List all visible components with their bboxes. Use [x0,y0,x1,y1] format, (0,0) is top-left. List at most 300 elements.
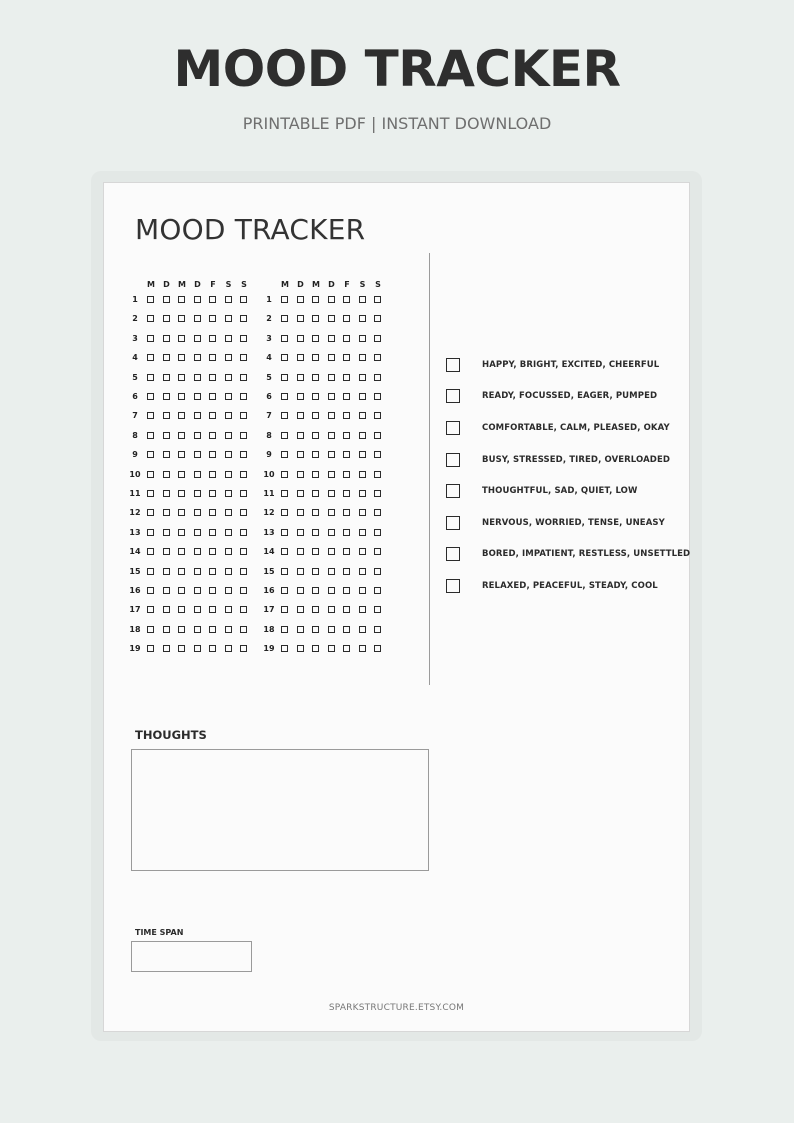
mood-checkbox[interactable] [240,374,247,381]
mood-checkbox[interactable] [297,412,304,419]
row-number: 8 [266,430,272,440]
mood-checkbox[interactable] [147,548,154,555]
mood-checkbox[interactable] [240,509,247,516]
mood-checkbox[interactable] [328,374,335,381]
mood-checkbox[interactable] [240,412,247,419]
day-header: S [375,280,381,289]
mood-checkbox[interactable] [194,315,201,322]
mood-checkbox[interactable] [209,374,216,381]
mood-checkbox[interactable] [209,412,216,419]
mood-checkbox[interactable] [163,626,170,633]
mood-checkbox[interactable] [281,645,288,652]
row-number: 15 [129,566,141,576]
mood-checkbox[interactable] [209,509,216,516]
mood-checkbox[interactable] [312,296,319,303]
mood-checkbox[interactable] [343,471,350,478]
mood-checkbox[interactable] [328,645,335,652]
mood-checkbox[interactable] [281,529,288,536]
mood-checkbox[interactable] [163,490,170,497]
mood-checkbox[interactable] [328,509,335,516]
mood-checkbox[interactable] [297,606,304,613]
mood-checkbox[interactable] [163,374,170,381]
mood-checkbox[interactable] [281,296,288,303]
mood-checkbox[interactable] [178,645,185,652]
mood-checkbox[interactable] [209,626,216,633]
mood-checkbox[interactable] [343,587,350,594]
mood-checkbox[interactable] [178,509,185,516]
mood-checkbox[interactable] [240,490,247,497]
mood-checkbox[interactable] [209,529,216,536]
mood-checkbox[interactable] [374,315,381,322]
mood-checkbox[interactable] [163,315,170,322]
mood-checkbox[interactable] [240,335,247,342]
row-number: 5 [132,372,138,382]
mood-checkbox[interactable] [178,354,185,361]
mood-checkbox[interactable] [178,568,185,575]
mood-checkbox[interactable] [147,645,154,652]
mood-checkbox[interactable] [343,606,350,613]
mood-checkbox[interactable] [359,393,366,400]
mood-checkbox[interactable] [343,529,350,536]
mood-checkbox[interactable] [225,529,232,536]
mood-checkbox[interactable] [297,335,304,342]
mood-checkbox[interactable] [312,645,319,652]
mood-checkbox[interactable] [359,374,366,381]
mood-checkbox[interactable] [281,471,288,478]
mood-checkbox[interactable] [225,354,232,361]
mood-legend-checkbox[interactable] [446,547,460,561]
mood-checkbox[interactable] [312,335,319,342]
mood-checkbox[interactable] [178,548,185,555]
mood-checkbox[interactable] [225,509,232,516]
mood-checkbox[interactable] [359,412,366,419]
mood-checkbox[interactable] [374,490,381,497]
mood-checkbox[interactable] [297,626,304,633]
mood-checkbox[interactable] [328,490,335,497]
mood-checkbox[interactable] [328,471,335,478]
mood-checkbox[interactable] [281,509,288,516]
mood-checkbox[interactable] [297,587,304,594]
mood-checkbox[interactable] [194,471,201,478]
mood-checkbox[interactable] [343,374,350,381]
mood-checkbox[interactable] [312,315,319,322]
mood-checkbox[interactable] [163,606,170,613]
mood-checkbox[interactable] [343,568,350,575]
mood-checkbox[interactable] [281,335,288,342]
row-number: 18 [129,624,141,634]
footer-url: SPARKSTRUCTURE.ETSY.COM [328,1003,465,1013]
mood-checkbox[interactable] [194,412,201,419]
mood-checkbox[interactable] [147,335,154,342]
mood-checkbox[interactable] [281,606,288,613]
mood-checkbox[interactable] [147,354,154,361]
mood-checkbox[interactable] [194,451,201,458]
mood-checkbox[interactable] [297,296,304,303]
mood-checkbox[interactable] [240,451,247,458]
mood-checkbox[interactable] [194,587,201,594]
thoughts-field[interactable] [131,749,429,871]
mood-checkbox[interactable] [281,315,288,322]
mood-checkbox[interactable] [312,451,319,458]
mood-checkbox[interactable] [209,471,216,478]
mood-checkbox[interactable] [225,335,232,342]
mood-checkbox[interactable] [194,296,201,303]
day-header: M [178,280,186,289]
mood-checkbox[interactable] [343,335,350,342]
mood-checkbox[interactable] [209,606,216,613]
mood-checkbox[interactable] [178,432,185,439]
mood-checkbox[interactable] [312,374,319,381]
mood-checkbox[interactable] [359,626,366,633]
mood-checkbox[interactable] [240,471,247,478]
mood-checkbox[interactable] [209,315,216,322]
mood-checkbox[interactable] [209,393,216,400]
mood-checkbox[interactable] [240,529,247,536]
mood-legend-checkbox[interactable] [446,421,460,435]
mood-checkbox[interactable] [194,432,201,439]
row-number: 18 [263,624,275,634]
mood-checkbox[interactable] [374,393,381,400]
mood-checkbox[interactable] [240,606,247,613]
mood-checkbox[interactable] [328,529,335,536]
mood-checkbox[interactable] [194,393,201,400]
mood-checkbox[interactable] [359,432,366,439]
mood-checkbox[interactable] [281,490,288,497]
mood-checkbox[interactable] [209,645,216,652]
mood-checkbox[interactable] [312,568,319,575]
mood-checkbox[interactable] [359,509,366,516]
mood-checkbox[interactable] [374,412,381,419]
mood-checkbox[interactable] [312,509,319,516]
mood-checkbox[interactable] [328,354,335,361]
time-span-field[interactable] [131,941,252,972]
mood-checkbox[interactable] [297,645,304,652]
mood-checkbox[interactable] [359,606,366,613]
mood-checkbox[interactable] [343,451,350,458]
row-number: 6 [132,392,138,401]
mood-checkbox[interactable] [328,432,335,439]
mood-checkbox[interactable] [281,354,288,361]
mood-checkbox[interactable] [359,471,366,478]
mood-checkbox[interactable] [374,626,381,633]
mood-checkbox[interactable] [374,509,381,516]
mood-checkbox[interactable] [194,548,201,555]
mood-checkbox[interactable] [328,587,335,594]
mood-checkbox[interactable] [225,548,232,555]
mood-checkbox[interactable] [178,412,185,419]
mood-checkbox[interactable] [374,568,381,575]
row-number: 4 [266,353,272,363]
mood-checkbox[interactable] [209,568,216,575]
mood-checkbox[interactable] [178,626,185,633]
mood-checkbox[interactable] [374,296,381,303]
mood-checkbox[interactable] [297,374,304,381]
mood-checkbox[interactable] [374,606,381,613]
mood-checkbox[interactable] [328,548,335,555]
mood-checkbox[interactable] [240,432,247,439]
mood-checkbox[interactable] [163,432,170,439]
mood-legend-label: BORED, IMPATIENT, RESTLESS, UNSETTLED [482,549,691,559]
mood-checkbox[interactable] [343,509,350,516]
mood-checkbox[interactable] [240,315,247,322]
mood-checkbox[interactable] [240,568,247,575]
mood-checkbox[interactable] [225,626,232,633]
mood-checkbox[interactable] [178,335,185,342]
mood-checkbox[interactable] [209,296,216,303]
mood-checkbox[interactable] [374,471,381,478]
mood-checkbox[interactable] [209,354,216,361]
mood-checkbox[interactable] [374,529,381,536]
mood-checkbox[interactable] [178,296,185,303]
row-number: 3 [132,333,138,343]
mood-checkbox[interactable] [225,568,232,575]
mood-checkbox[interactable] [374,451,381,458]
mood-checkbox[interactable] [163,451,170,458]
mood-checkbox[interactable] [374,374,381,381]
mood-checkbox[interactable] [225,432,232,439]
mood-checkbox[interactable] [147,509,154,516]
mood-checkbox[interactable] [209,335,216,342]
mood-checkbox[interactable] [328,296,335,303]
mood-legend-checkbox[interactable] [446,389,460,403]
mood-checkbox[interactable] [312,412,319,419]
mood-checkbox[interactable] [312,432,319,439]
mood-checkbox[interactable] [297,471,304,478]
mood-checkbox[interactable] [359,529,366,536]
mood-checkbox[interactable] [163,568,170,575]
mood-checkbox[interactable] [281,451,288,458]
mood-checkbox[interactable] [163,587,170,594]
mood-checkbox[interactable] [240,645,247,652]
mood-checkbox[interactable] [343,626,350,633]
mood-checkbox[interactable] [178,529,185,536]
mood-checkbox[interactable] [281,548,288,555]
mood-checkbox[interactable] [343,432,350,439]
mood-checkbox[interactable] [281,374,288,381]
mood-checkbox[interactable] [359,315,366,322]
mood-checkbox[interactable] [147,432,154,439]
mood-checkbox[interactable] [240,548,247,555]
mood-checkbox[interactable] [225,587,232,594]
mood-checkbox[interactable] [312,529,319,536]
mood-checkbox[interactable] [240,296,247,303]
mood-checkbox[interactable] [194,626,201,633]
mood-checkbox[interactable] [343,645,350,652]
mood-legend-checkbox[interactable] [446,453,460,467]
mood-checkbox[interactable] [312,393,319,400]
mood-checkbox[interactable] [178,393,185,400]
mood-checkbox[interactable] [328,451,335,458]
mood-checkbox[interactable] [163,509,170,516]
mood-checkbox[interactable] [312,490,319,497]
mood-checkbox[interactable] [147,451,154,458]
mood-legend-checkbox[interactable] [446,579,460,593]
mood-checkbox[interactable] [163,529,170,536]
mood-legend-checkbox[interactable] [446,516,460,530]
mood-checkbox[interactable] [240,354,247,361]
mood-checkbox[interactable] [147,471,154,478]
mood-checkbox[interactable] [359,645,366,652]
day-header: M [312,280,320,289]
mood-checkbox[interactable] [359,335,366,342]
mood-checkbox[interactable] [178,606,185,613]
mood-legend-label: NERVOUS, WORRIED, TENSE, UNEASY [482,518,665,528]
mood-checkbox[interactable] [343,490,350,497]
mood-checkbox[interactable] [194,529,201,536]
mood-checkbox[interactable] [297,315,304,322]
mood-checkbox[interactable] [194,568,201,575]
mood-checkbox[interactable] [297,509,304,516]
mood-checkbox[interactable] [178,587,185,594]
mood-checkbox[interactable] [225,606,232,613]
mood-checkbox[interactable] [225,315,232,322]
mood-checkbox[interactable] [297,548,304,555]
mood-checkbox[interactable] [312,471,319,478]
mood-checkbox[interactable] [359,354,366,361]
mood-checkbox[interactable] [328,412,335,419]
mood-checkbox[interactable] [297,490,304,497]
mood-checkbox[interactable] [359,568,366,575]
mood-checkbox[interactable] [312,354,319,361]
mood-checkbox[interactable] [374,587,381,594]
mood-checkbox[interactable] [178,374,185,381]
mood-checkbox[interactable] [163,471,170,478]
mood-checkbox[interactable] [281,432,288,439]
mood-checkbox[interactable] [147,412,154,419]
mood-checkbox[interactable] [328,626,335,633]
mood-legend-checkbox[interactable] [446,358,460,372]
mood-checkbox[interactable] [328,335,335,342]
mood-checkbox[interactable] [194,335,201,342]
mood-checkbox[interactable] [374,432,381,439]
mood-checkbox[interactable] [359,548,366,555]
row-number: 2 [132,314,138,324]
row-number: 17 [263,605,275,615]
mood-checkbox[interactable] [281,393,288,400]
mood-checkbox[interactable] [374,645,381,652]
row-number: 11 [263,489,275,498]
sheet-title: MOOD TRACKER [135,213,366,246]
mood-checkbox[interactable] [374,335,381,342]
mood-checkbox[interactable] [359,490,366,497]
mood-checkbox[interactable] [194,606,201,613]
mood-checkbox[interactable] [147,606,154,613]
mood-checkbox[interactable] [163,645,170,652]
mood-checkbox[interactable] [240,587,247,594]
mood-checkbox[interactable] [147,490,154,497]
mood-checkbox[interactable] [240,626,247,633]
mood-checkbox[interactable] [194,645,201,652]
mood-checkbox[interactable] [225,471,232,478]
mood-checkbox[interactable] [312,626,319,633]
mood-checkbox[interactable] [209,432,216,439]
mood-checkbox[interactable] [209,587,216,594]
mood-checkbox[interactable] [225,645,232,652]
mood-checkbox[interactable] [343,393,350,400]
mood-checkbox[interactable] [225,393,232,400]
mood-checkbox[interactable] [281,626,288,633]
mood-checkbox[interactable] [209,490,216,497]
day-header: M [281,280,289,289]
mood-checkbox[interactable] [281,568,288,575]
mood-checkbox[interactable] [297,393,304,400]
mood-checkbox[interactable] [147,296,154,303]
mood-checkbox[interactable] [194,354,201,361]
mood-checkbox[interactable] [343,315,350,322]
mood-checkbox[interactable] [240,393,247,400]
mood-checkbox[interactable] [147,626,154,633]
mood-checkbox[interactable] [312,548,319,555]
mood-checkbox[interactable] [281,587,288,594]
mood-checkbox[interactable] [163,548,170,555]
mood-checkbox[interactable] [178,471,185,478]
mood-checkbox[interactable] [359,296,366,303]
row-number: 15 [263,566,275,576]
mood-checkbox[interactable] [225,374,232,381]
mood-checkbox[interactable] [312,587,319,594]
mood-checkbox[interactable] [343,296,350,303]
mood-checkbox[interactable] [163,296,170,303]
mood-checkbox[interactable] [343,548,350,555]
mood-checkbox[interactable] [359,451,366,458]
mood-checkbox[interactable] [163,393,170,400]
mood-checkbox[interactable] [194,509,201,516]
mood-checkbox[interactable] [163,354,170,361]
mood-checkbox[interactable] [163,412,170,419]
mood-checkbox[interactable] [225,451,232,458]
mood-checkbox[interactable] [209,451,216,458]
mood-checkbox[interactable] [359,587,366,594]
mood-checkbox[interactable] [178,490,185,497]
mood-checkbox[interactable] [147,568,154,575]
mood-checkbox[interactable] [297,529,304,536]
mood-checkbox[interactable] [328,393,335,400]
mood-legend-checkbox[interactable] [446,484,460,498]
mood-checkbox[interactable] [178,451,185,458]
mood-checkbox[interactable] [194,490,201,497]
mood-checkbox[interactable] [328,568,335,575]
mood-checkbox[interactable] [147,374,154,381]
mood-checkbox[interactable] [225,412,232,419]
mood-checkbox[interactable] [178,315,185,322]
mood-checkbox[interactable] [147,393,154,400]
mood-checkbox[interactable] [225,490,232,497]
mood-checkbox[interactable] [281,412,288,419]
mood-checkbox[interactable] [328,606,335,613]
mood-checkbox[interactable] [147,315,154,322]
mood-checkbox[interactable] [374,548,381,555]
mood-checkbox[interactable] [343,412,350,419]
mood-checkbox[interactable] [297,568,304,575]
mood-checkbox[interactable] [297,432,304,439]
column-divider [429,253,430,685]
mood-checkbox[interactable] [328,315,335,322]
mood-checkbox[interactable] [374,354,381,361]
mood-checkbox[interactable] [147,587,154,594]
mood-checkbox[interactable] [343,354,350,361]
mood-checkbox[interactable] [297,451,304,458]
mood-legend-label: BUSY, STRESSED, TIRED, OVERLOADED [482,455,671,465]
mood-checkbox[interactable] [209,548,216,555]
mood-checkbox[interactable] [163,335,170,342]
mood-checkbox[interactable] [297,354,304,361]
mood-checkbox[interactable] [312,606,319,613]
banner-subtitle: PRINTABLE PDF | INSTANT DOWNLOAD [242,114,552,133]
mood-checkbox[interactable] [194,374,201,381]
tracker-sheet [103,182,690,1032]
mood-checkbox[interactable] [225,296,232,303]
mood-checkbox[interactable] [147,529,154,536]
